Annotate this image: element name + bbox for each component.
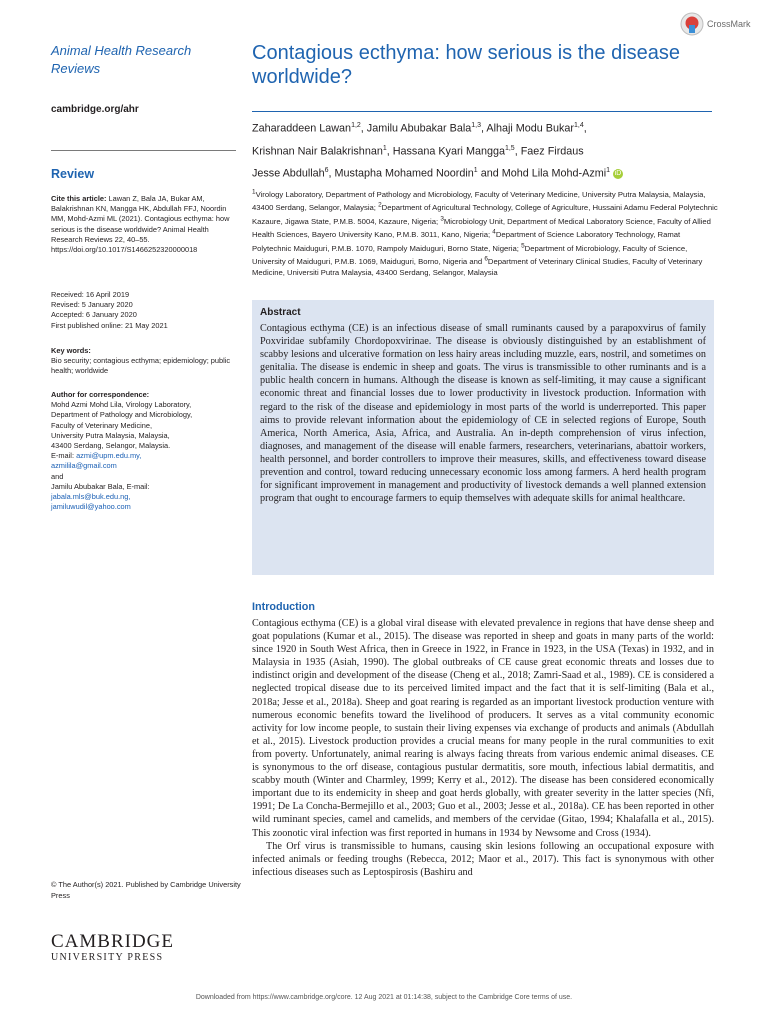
citation-label: Cite this article: [51,194,107,203]
copyright-notice: © The Author(s) 2021. Published by Cambridge University Press [51,880,241,900]
abstract-box [252,300,714,575]
introduction-body [252,617,714,879]
email-link[interactable]: azmi@upm.edu.my, [76,451,142,461]
abstract-heading: Abstract [260,307,301,318]
author-line: Zaharaddeen Lawan$^{1,2}$, Jamilu Abubakar Bala$^{1,3}$, Alhaji Modu Bukar$^{1,4}$, [252,122,587,135]
introduction-paragraph: The Orf virus is transmissible to humans, causing skin lesions following an occupational exposure with infected animals or feeding troughs (Rebecca, 2012; Maor et al., 2017). This fact is synonymous with other infectious diseases such as Leptospirosis (Bashiru and [252,840,714,878]
left-divider [51,150,236,151]
citation-block [51,194,241,255]
email-link[interactable]: jabala.mls@buk.edu.ng, [51,492,131,502]
citation-text: Lawan Z, Bala JA, Bukar AM, Balakrishnan KN, Mangga HK, Abdullah FFJ, Noordin MM, Mohd-Azmi ML (2021). Contagious ecthyma: how serious is the disease worldwide? Animal Health Research Reviews 22, 40–55. https://doi.org/10.1017/S1466252320000018 [51,194,230,255]
affiliations-text: $^1$Virology Laboratory, Department of Pathology and Microbiology, Faculty of Veterinary Medicine, University Putra Malaysia, Malaysia, 43400 Serdang, Selangor, Malaysia; $^2$Department of Agricultural Technology, College of Agriculture, Hussaini Adamu Federal Polytechnic Kazaure, Jigawa State, P.M.B. 5004, Kazaure, Nigeria; $^3$Microbiology Unit, Department of Medical Laboratory Science, Faculty of Allied Health Sciences, Bayero University Kano, P.M.B. 3011, Kano, Nigeria; $^4$Department of Science Laboratory Technology, Ramat Polytechnic Maiduguri, P.M.B. 1070, Rampoly Maiduguri, Borno State, Nigeria; $^5$Department of Microbiology, Faculty of Science, University of Maiduguri, P.M.B. 1069, Maiduguri, Borno, Nigeria and $^6$Department of Veterinary Clinical Studies, Faculty of Veterinary Medicine, Universiti Putra Malaysia, 43400 Serdang, Selangor, Malaysia [252,188,718,278]
email-line-1 [51,451,241,461]
email-label: E-mail: [51,451,74,461]
date-received: Received: 16 April 2019 [51,290,130,299]
author-line: Jesse Abdullah$^6$, Mustapha Mohamed Noordin$^1$ and Mohd Lila Mohd-Azmi$^1$ iD [252,167,622,180]
and-text: and [51,471,64,481]
title-divider [252,111,712,112]
correspondence-line: Mohd Azmi Mohd Lila, Virology Laboratory, [51,400,192,410]
journal-site[interactable]: cambridge.org/ahr [51,104,139,115]
author-line: Krishnan Nair Balakrishnan$^1$, Hassana Kyari Mangga$^{1,5}$, Faez Firdaus [252,144,584,158]
correspondence-line: 43400 Serdang, Selangor, Malaysia. [51,441,171,451]
date-revised: Revised: 5 January 2020 [51,300,133,310]
dates-block [51,290,241,331]
second-correspondent: Jamilu Abubakar Bala, E-mail: [51,481,150,491]
crossmark-badge[interactable] [680,12,751,36]
correspondence-block [51,390,241,512]
keywords-block [51,346,241,377]
crossmark-label: CrossMark [707,19,751,29]
orcid-icon[interactable]: iD [614,169,622,177]
date-published: First published online: 21 May 2021 [51,320,168,330]
publisher-logo-line1: CAMBRIDGE [51,931,175,952]
email-link[interactable]: azmilila@gmail.com [51,461,117,471]
authors-list [252,116,722,184]
keywords-label: Key words: [51,346,91,355]
email-link[interactable]: jamiluwudil@yahoo.com [51,502,131,512]
download-footer: Downloaded from https://www.cambridge.org/core. 12 Aug 2021 at 01:14:38, subject to the Cambridge Core terms of use. [195,994,573,1001]
authors-block [252,116,722,184]
article-type: Review [51,167,95,181]
correspondence-label: Author for correspondence: [51,390,150,399]
crossmark-icon [680,12,704,36]
abstract-text: Contagious ecthyma (CE) is an infectious disease of small ruminants caused by a parapoxvirus of family Poxviridae subfamily Chordopoxvirinae. The disease is obviously distinguished by an establishment of scabby lesions and ulcerative formation on less hairy areas including muzzle, ears, nostril, and sometimes on genitalia. The disease is endemic in sheep and goats. The virus is transmissible to other ruminants and is a public health concern in humans. Although the disease is known as self-limiting, it may cause a significant economic threat and financial losses due to lower productivity in livestock production. Information with regard to the risk of the disease and epidemiology in most parts of the world is underreported. This paper aims to provide relevant information about the epidemiology of CE in selected regions of Europe, South America, North America, Asia, Africa, and Australia. An in-depth comprehension of virus infection, diagnoses, and management of the disease will enable farmers, researchers, veterinarians, abattoir workers, health personnel, and border controllers to improve their measures, skills, and effectiveness toward disease prevention and control, toward reducing unnecessary economic loss among farmers. A herd health program for significant improvement in management and productivity of livestock demands a well planned extension program that ought to encourage farmers to equip themselves with adequate skills for animal healthcare. [260,323,706,505]
correspondence-line: Department of Pathology and Microbiology, [51,410,193,420]
journal-name: Animal Health Research Reviews [51,43,192,76]
article-title: Contagious ecthyma: how serious is the disease worldwide? [252,42,681,88]
introduction-paragraph: Contagious ecthyma (CE) is a global viral disease with elevated prevalence in regions that have dense sheep and goat populations (Kumar et al., 2015). The disease was reported in sheep and goats in many parts of the world: since 1920 in South West Africa, then in Greece in 1922, in France in 1923, in the USA (Texas) in 1932, and in Malaysia in 1935 (Asiah, 1990). The global outbreaks of CE cause great economic threats and losses due to indistinct origin and development of the disease (Cheng et al., 2018; Zamri-Saad et al., 1989). CE is considered a neglected tropical disease due to its perceived limited impact and the fact that it is self-limiting (Bala et al., 2018a; Jesse et al., 2018a). Sheep and goat rearing is regarded as an important livestock production venture with numerous economic benefits toward the livelihood of producers. It serves as a vital community economic activity for low income people, to sustain their living expenses via exchange of products and animals (Abdullah et al., 2015). Livestock production provides a crucial means for many people in the rural communities to exit from poverty. Unfortunately, animal rearing is always facing threats from various endemic animal diseases. CE is synonymous to the orf disease, contagious pustular dermatitis, sore mouth, infectious labial dermatitis, and scabby mouth (Winter and Charmley, 1999; Kerry et al., 2012). The disease has been considered economically important due to its endemicity in sheep and goat herds globally, with greater severity in the latter species (Nfi, 1991; De La Concha-Bermejillo et al., 2003; Guo et al., 2003; Jesse et al., 2018a). CE has been reported in other wild ruminant species, camel and camelids, and members of the cervidae (Gitao, 1994; Khalafalla et al., 2015). This zoonotic viral infection was first reported in humans in 1934 by Newsome and Cross (1934). [252,618,714,839]
correspondence-line: Faculty of Veterinary Medicine, [51,420,153,430]
date-accepted: Accepted: 6 January 2020 [51,310,137,320]
introduction-heading: Introduction [252,601,315,613]
publisher-logo-line2: UNIVERSITY PRESS [51,952,164,963]
affiliations [252,186,720,278]
correspondence-line: University Putra Malaysia, Malaysia, [51,430,170,440]
keywords-text: Bio security; contagious ecthyma; epidemiology; public health; worldwide [51,356,231,376]
